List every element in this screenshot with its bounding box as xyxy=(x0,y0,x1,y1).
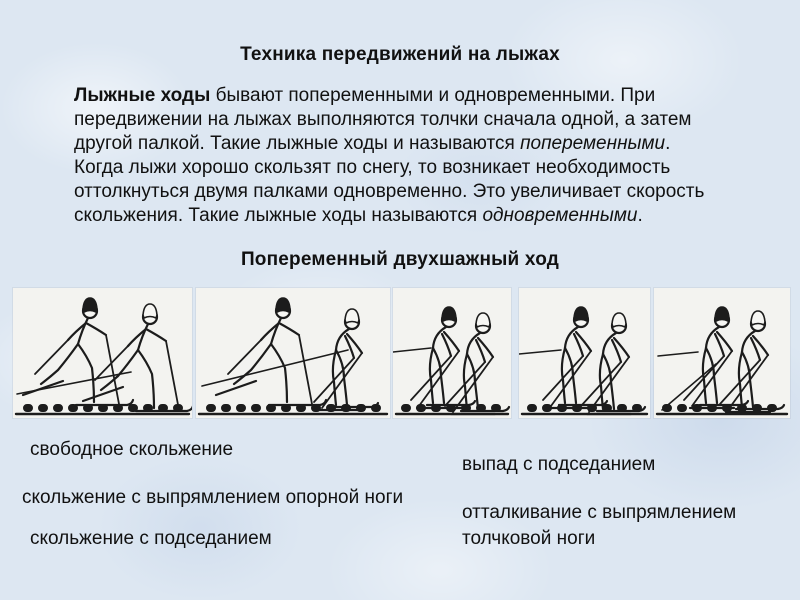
figure-panel-5 xyxy=(654,288,790,418)
skiers-free-glide-icon xyxy=(13,288,192,418)
paragraph-line: другой палкой. Такие лыжные ходы и называются попеременными. xyxy=(74,133,671,154)
figure-panel-4 xyxy=(519,288,650,418)
paragraph-line: оттолкнуться двумя палками одновременно. Это увеличивает скорость xyxy=(74,181,705,202)
figure-panel-1 xyxy=(13,288,192,418)
paragraph-line: передвижении на лыжах выполняются толчки сначала одной, а затем xyxy=(74,109,692,130)
figure-panel-2 xyxy=(196,288,390,418)
caption-glide-straightening: скольжение с выпрямлением опорной ноги xyxy=(22,487,404,508)
page-title: Техника передвижений на лыжах xyxy=(240,44,560,65)
skiers-glide-straightening-icon xyxy=(196,288,390,418)
intro-paragraph xyxy=(74,84,754,228)
caption-free-glide: свободное скольжение xyxy=(30,439,234,460)
caption-glide-crouch: скольжение с подседанием xyxy=(30,528,272,549)
caption-lunge-crouch: выпад с подседанием xyxy=(462,454,656,475)
skiers-lunge-crouch-icon xyxy=(519,288,650,418)
skiers-glide-crouch-icon xyxy=(393,288,511,418)
section-subtitle: Попеременный двухшажный ход xyxy=(240,249,560,270)
figure-panel-3 xyxy=(393,288,511,418)
skiers-pushoff-icon xyxy=(654,288,790,418)
figure-strip xyxy=(0,288,800,418)
paragraph-line: Лыжные ходы бывают попеременными и одновременными. При xyxy=(74,85,656,106)
paragraph-line: скольжения. Такие лыжные ходы называются одновременными. xyxy=(74,205,643,226)
caption-pushoff: отталкивание с выпрямлением толчковой ноги xyxy=(462,502,737,549)
paragraph-line: Когда лыжи хорошо скользят по снегу, то возникает необходимость xyxy=(74,157,671,178)
